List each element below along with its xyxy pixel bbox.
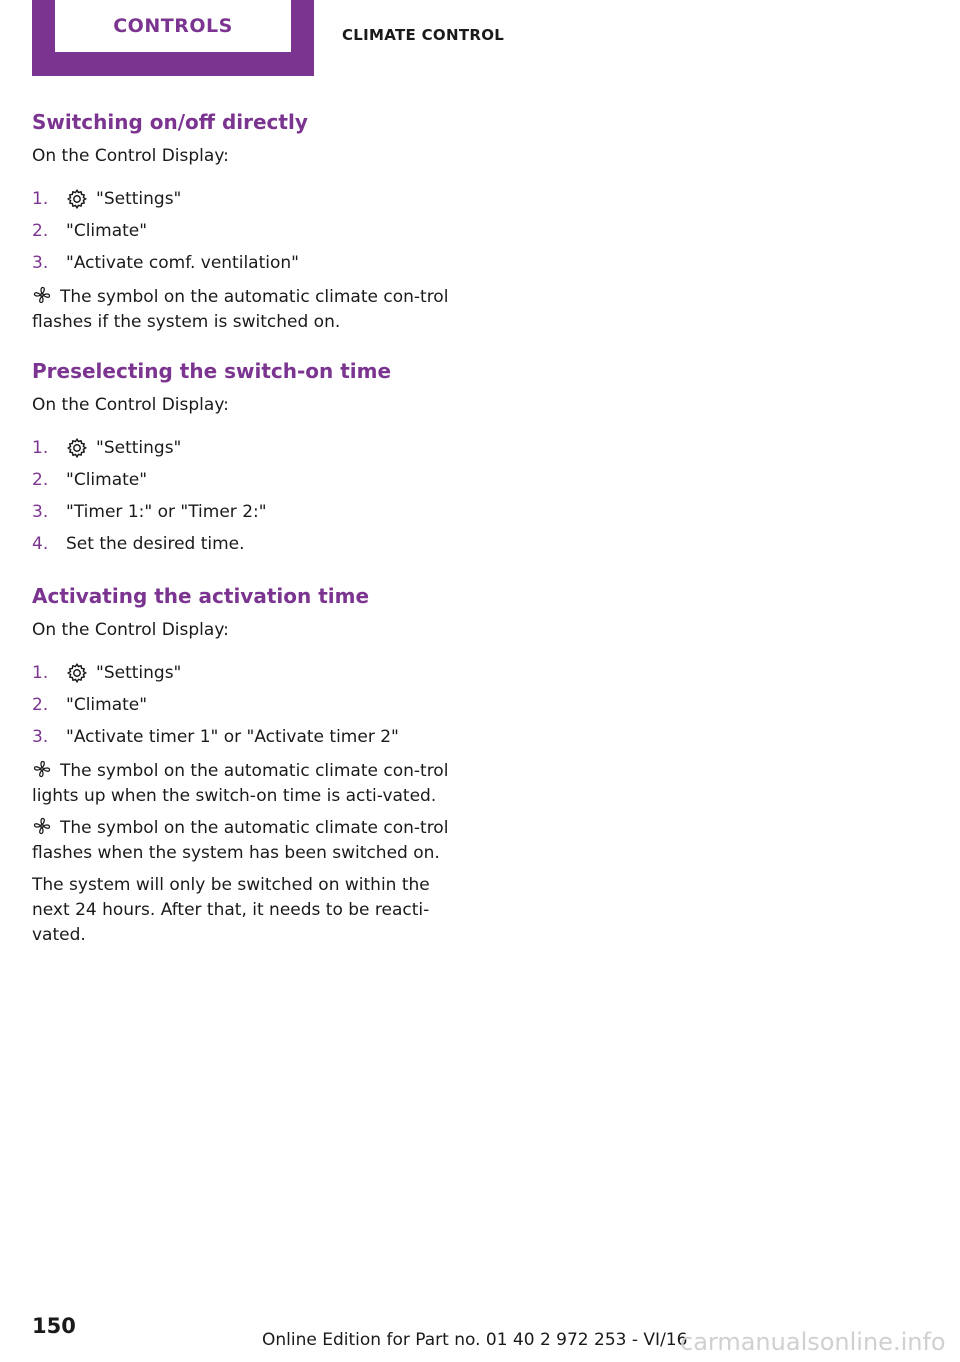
section <box>32 357 452 560</box>
edition-footer: Online Edition for Part no. 01 40 2 972 253 - VI/16 <box>262 1330 688 1350</box>
section-title: CLIMATE CONTROL <box>342 26 505 44</box>
step-number: 2. <box>32 221 49 241</box>
step-list <box>32 657 452 753</box>
step-text: "Settings" <box>96 663 182 683</box>
step-text: "Settings" <box>96 438 182 458</box>
step-list <box>32 183 452 279</box>
list-item <box>32 247 452 279</box>
page-number: 150 <box>32 1314 76 1338</box>
step-number: 1. <box>32 438 49 458</box>
section <box>32 108 452 335</box>
step-text: "Climate" <box>66 470 148 490</box>
list-item <box>32 721 452 753</box>
chapter-tab <box>32 0 314 76</box>
step-number: 2. <box>32 470 49 490</box>
section-intro: On the Control Display: <box>32 146 229 166</box>
step-text: Set the desired time. <box>66 534 245 554</box>
list-item <box>32 496 452 528</box>
fan-icon <box>32 285 52 305</box>
gear-icon <box>66 437 88 459</box>
section-heading: Activating the activation time <box>32 584 370 608</box>
note-paragraph <box>32 759 452 809</box>
section-heading: Preselecting the switch-on time <box>32 359 392 383</box>
list-item <box>32 215 452 247</box>
section-intro: On the Control Display: <box>32 395 229 415</box>
note-paragraph <box>32 285 452 335</box>
note-text: The symbol on the automatic climate con-trol flashes when the system has been switched on. <box>32 818 449 863</box>
step-number: 3. <box>32 253 49 273</box>
step-number: 4. <box>32 534 49 554</box>
note-text: The system will only be switched on within the next 24 hours. After that, it needs to be reacti-vated. <box>32 875 430 945</box>
note-paragraph <box>32 873 452 948</box>
list-item <box>32 689 452 721</box>
step-number: 3. <box>32 727 49 747</box>
note-paragraph <box>32 816 452 866</box>
gear-icon <box>66 662 88 684</box>
step-text: "Timer 1:" or "Timer 2:" <box>66 502 267 522</box>
list-item <box>32 528 452 560</box>
step-text: "Activate comf. ventilation" <box>66 253 299 273</box>
list-item <box>32 432 452 464</box>
step-text: "Climate" <box>66 221 148 241</box>
section-heading: Switching on/off directly <box>32 110 308 134</box>
step-text: "Activate timer 1" or "Activate timer 2" <box>66 727 399 747</box>
gear-icon <box>66 188 88 210</box>
fan-icon <box>32 816 52 836</box>
step-text: "Settings" <box>96 189 182 209</box>
step-text: "Climate" <box>66 695 148 715</box>
watermark: carmanualsonline.info <box>680 1328 946 1356</box>
list-item <box>32 183 452 215</box>
section-intro: On the Control Display: <box>32 620 229 640</box>
section <box>32 582 452 948</box>
step-number: 3. <box>32 502 49 522</box>
note-text: The symbol on the automatic climate con-trol flashes if the system is switched on. <box>32 287 449 332</box>
list-item <box>32 464 452 496</box>
page-content <box>32 108 452 970</box>
step-number: 1. <box>32 663 49 683</box>
chapter-tab-inner <box>55 0 291 52</box>
step-number: 2. <box>32 695 49 715</box>
note-text: The symbol on the automatic climate con-trol lights up when the switch-on time is acti-vated. <box>32 761 449 806</box>
step-list <box>32 432 452 560</box>
chapter-title: CONTROLS <box>113 15 233 37</box>
fan-icon <box>32 759 52 779</box>
list-item <box>32 657 452 689</box>
step-number: 1. <box>32 189 49 209</box>
